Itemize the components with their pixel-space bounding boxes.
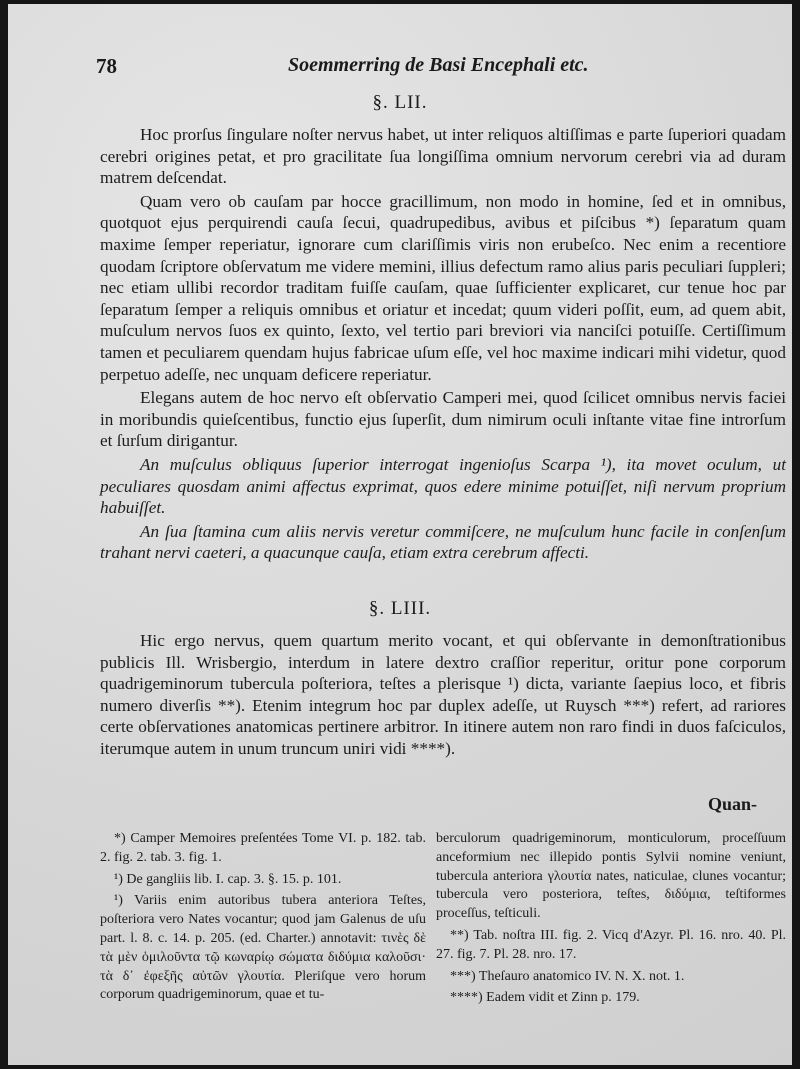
running-title: Soemmerring de Basi Encephali etc. bbox=[288, 54, 589, 76]
footnote: berculorum quadrigeminorum, monticulorum, proceſſuum anceformium nec illepido pontis Sylvii nomine veniunt, tubercula anteriora γλουτία nates, naticulae, clunes vocantur; tubercula vero posteriora, teſtes, διδύμια, teſtiformes proceſſus, teſticuli. bbox=[436, 831, 786, 922]
catchword: Quan- bbox=[708, 794, 758, 814]
paragraph-italic: An muſculus obliquus ſuperior interrogat ingenioſus Scarpa ¹), ita movet oculum, ut peculiares quosdam animi affectus exprimat, quos edere minime potuiſſet, niſi nervum proprium habuiſſet. bbox=[100, 454, 786, 518]
footnotes-left-column bbox=[100, 830, 426, 1008]
footnote: ****) Eadem vidit et Zinn p. 179. bbox=[450, 990, 640, 1006]
paragraph: Quam vero ob cauſam par hocce gracillimum, non modo in homine, ſed et in omnibus, quotquot ejus perquirendi cauſa ſecui, quadrupedibus, avibus et piſcibus *) ſeparatum quam maxime ſemper reperiatur, ignorare cum clariſſimis viris non erubeſco. Nec enim a recentiore quodam ſcriptore obſervatum me videre memini, illius defectum ramo alius paris peculiari ſuppleri; nec etiam ullibi recordor traditam fuiſſe cauſam, quae ſufficienter explicaret, cur tenue hoc par ſeparatum ſemper a reliquis omnibus et oriatur et incedat; quum videri poſſit, eum, ad quem abit, muſculum nervos ſuos ex quinto, ſexto, vel tertio pari breviori via nanciſci potuiſſe. Certiſſimum tamen et peculiarem quendam hujus fabricae uſum eſſe, vel hoc maxime indicari mihi videtur, quod perpetuo adeſſe, nec unquam deficere reperiatur. bbox=[100, 191, 786, 384]
footnote: *) Camper Memoires preſentées Tome VI. p. 182. tab. 2. fig. 2. tab. 3. fig. 1. bbox=[100, 831, 426, 865]
section-heading-liii: §. LIII. bbox=[368, 598, 432, 619]
paragraph: Hoc prorſus ſingulare noſter nervus habet, ut inter reliquos altiſſimas e parte ſuperiori quadam cerebri origines petat, et pro gracilitate ſua longiſſima omnium nervorum cerebri via ad duram matrem deſcendat. bbox=[100, 125, 786, 188]
book-page bbox=[8, 4, 792, 1065]
paragraph: Elegans autem de hoc nervo eſt obſervatio Camperi mei, quod ſcilicet omnibus nervis faciei in moribundis quieſcentibus, functio ejus ſuperſit, dum nimirum oculi inſtante vitae fine introrſum et ſurſum dirigantur. bbox=[100, 388, 786, 451]
section-lii-body bbox=[100, 124, 786, 564]
section-heading-lii: §. LII. bbox=[372, 92, 428, 113]
footnote: **) Tab. noſtra III. fig. 2. Vicq d'Azyr. Pl. 16. nro. 40. Pl. 27. fig. 7. Pl. 28. nro. 17. bbox=[436, 927, 786, 962]
paragraph-italic: An ſua ſtamina cum aliis nervis veretur commiſcere, ne muſculum hunc facile in conſenſum trahant nervi caeteri, a quacunque cauſa, etiam extra cerebrum affecti. bbox=[100, 521, 786, 563]
footnote: ***) Theſauro anatomico IV. N. X. not. 1. bbox=[450, 968, 685, 984]
footnote: ¹) De gangliis lib. I. cap. 3. §. 15. p. 101. bbox=[114, 871, 342, 887]
footnotes-right-column bbox=[436, 830, 786, 1011]
footnote: ¹) Variis enim autoribus tubera anteriora Teſtes, poſteriora vero Nates vocantur; quod jam Galenus de uſu part. l. 8. c. 14. p. 205. (ed. Charter.) annotavit: τινὲς δὲ τὰ μὲν ὁμιλοῦντα τῷ κωναρίῳ σώματα διδύμια καλοῦσι· τὰ δ᾽ ἐφεξῆς αὐτῶν γλουτία. Pleriſque vero horum corporum quadrigeminorum, quae et tu- bbox=[100, 893, 426, 1003]
section-liii-body bbox=[100, 630, 786, 760]
page-header bbox=[96, 54, 786, 86]
paragraph: Hic ergo nervus, quem quartum merito vocant, et qui obſervante in demonſtrationibus publicis Ill. Wrisbergio, interdum in latere dextro craſſior reperitur, oritur pone corporum quadrigeminorum tubercula poſteriora, teſtes a plerisque ¹) dicta, variante ſaepius loco, et fibris numero diverſis **). Etenim integrum hoc par duplex adeſſe, ut Ruysch ***) refert, ad rariores certe obſervationes anatomicas pertinere arbitror. In itinere autem non raro findi in duos faſciculos, iterumque autem in unum truncum uniri vidi ****). bbox=[100, 631, 786, 758]
page-number: 78 bbox=[96, 54, 117, 78]
